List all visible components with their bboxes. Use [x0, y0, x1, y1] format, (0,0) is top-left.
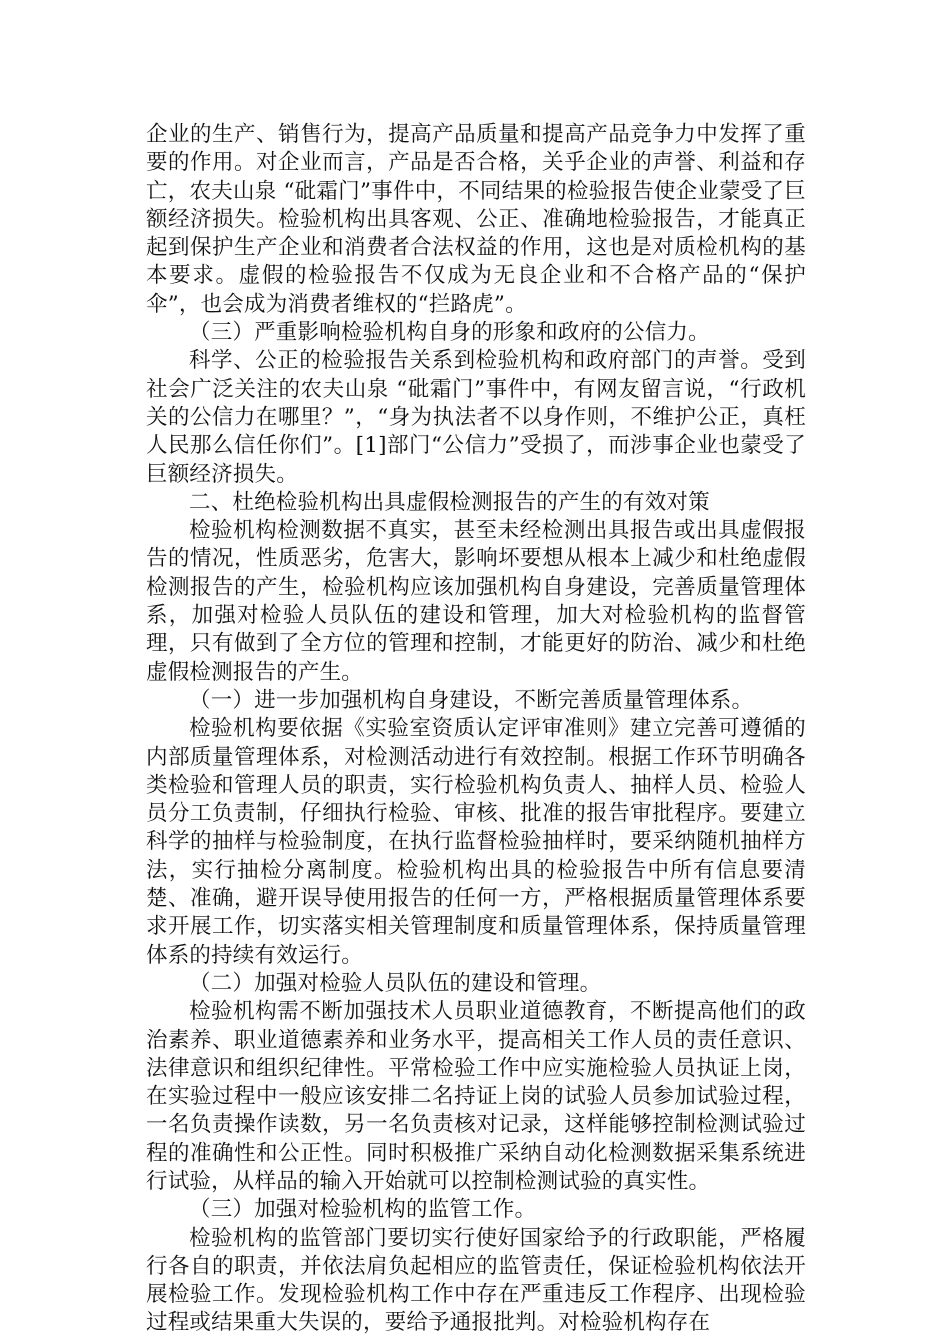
section-heading-impact-credibility: （三）严重影响检验机构自身的形象和政府的公信力。 — [189, 320, 710, 346]
paragraph-credibility: 科学、公正的检验报告关系到检验机构和政府部门的声誉。受到社会广泛关注的农夫山泉 “砒霜门”事件中，有网友留言说，“行政机关的公信力在哪里？”，“身为执法者不以身作则，不维护公正，真枉人民那么信任你们”。[1]部门“公信力”受损了，而涉事企业也蒙受了巨额经济损失。 — [146, 348, 806, 487]
section-heading-countermeasures: 二、杜绝检验机构出具虚假检测报告的产生的有效对策 — [189, 489, 710, 515]
section-heading-self-construction: （一）进一步加强机构自身建设，不断完善质量管理体系。 — [189, 687, 754, 713]
paragraph-countermeasures-intro: 检验机构检测数据不真实，甚至未经检测出具报告或出具虚假报告的情况，性质恶劣，危害大，影响坏要想从根本上减少和杜绝虚假检测报告的产生，检验机构应该加强机构自身建设，完善质量管理体系，加强对检验人员队伍的建设和管理，加大对检验机构的监督管理，只有做到了全方位的管理和控制，才能更好的防治、减少和杜绝虚假检测报告的产生。 — [146, 518, 806, 685]
paragraph-continuation: 企业的生产、销售行为，提高产品质量和提高产品竞争力中发挥了重要的作用。对企业而言，产品是否合格，关乎企业的声誉、利益和存亡，农夫山泉 “砒霜门”事件中，不同结果的检验报告使企业蒙受了巨额经济损失。检验机构出具客观、公正、准确地检验报告，才能真正起到保护生产企业和消费者合法权益的作用，这也是对质检机构的基本要求。虚假的检验报告不仅成为无良企业和不合格产品的“保护伞”，也会成为消费者维权的“拦路虎”。 — [146, 122, 806, 317]
document-page — [146, 121, 806, 1338]
paragraph-supervision: 检验机构的监管部门要切实行使好国家给予的行政职能，严格履行各自的职责，并依法肩负起相应的监管责任，保证检验机构依法开展检验工作。发现检验机构工作中存在严重违反工作程序、出现检验过程或结果重大失误的，要给予通报批判。对检验机构存在 — [146, 1225, 806, 1336]
paragraph-quality-system: 检验机构要依据《实验室资质认定评审准则》建立完善可遵循的内部质量管理体系，对检测活动进行有效控制。根据工作环节明确各类检验和管理人员的职责，实行检验机构负责人、抽样人员、检验人员分工负责制，仔细执行检验、审核、批准的报告审批程序。要建立科学的抽样与检验制度，在执行监督检验抽样时，要采纳随机抽样方法，实行抽检分离制度。检验机构出具的检验报告中所有信息要清楚、准确，避开误导使用报告的任何一方，严格根据质量管理体系要求开展工作，切实落实相关管理制度和质量管理体系，保持质量管理体系的持续有效运行。 — [146, 716, 806, 968]
paragraph-staff-management: 检验机构需不断加强技术人员职业道德教育，不断提高他们的政治素养、职业道德素养和业务水平，提高相关工作人员的责任意识、法律意识和组织纪律性。平常检验工作中应实施检验人员执证上岗，在实验过程中一般应该安排二名持证上岗的试验人员参加试验过程，一名负责操作读数，另一名负责核对记录，这样能够控制检测试验过程的准确性和公正性。同时积极推广采纳自动化检测数据采集系统进行试验，从样品的输入开始就可以控制检测试验的真实性。 — [146, 999, 806, 1194]
section-heading-supervision: （三）加强对检验机构的监管工作。 — [189, 1197, 537, 1223]
section-heading-staff-management: （二）加强对检验人员队伍的建设和管理。 — [189, 970, 602, 996]
